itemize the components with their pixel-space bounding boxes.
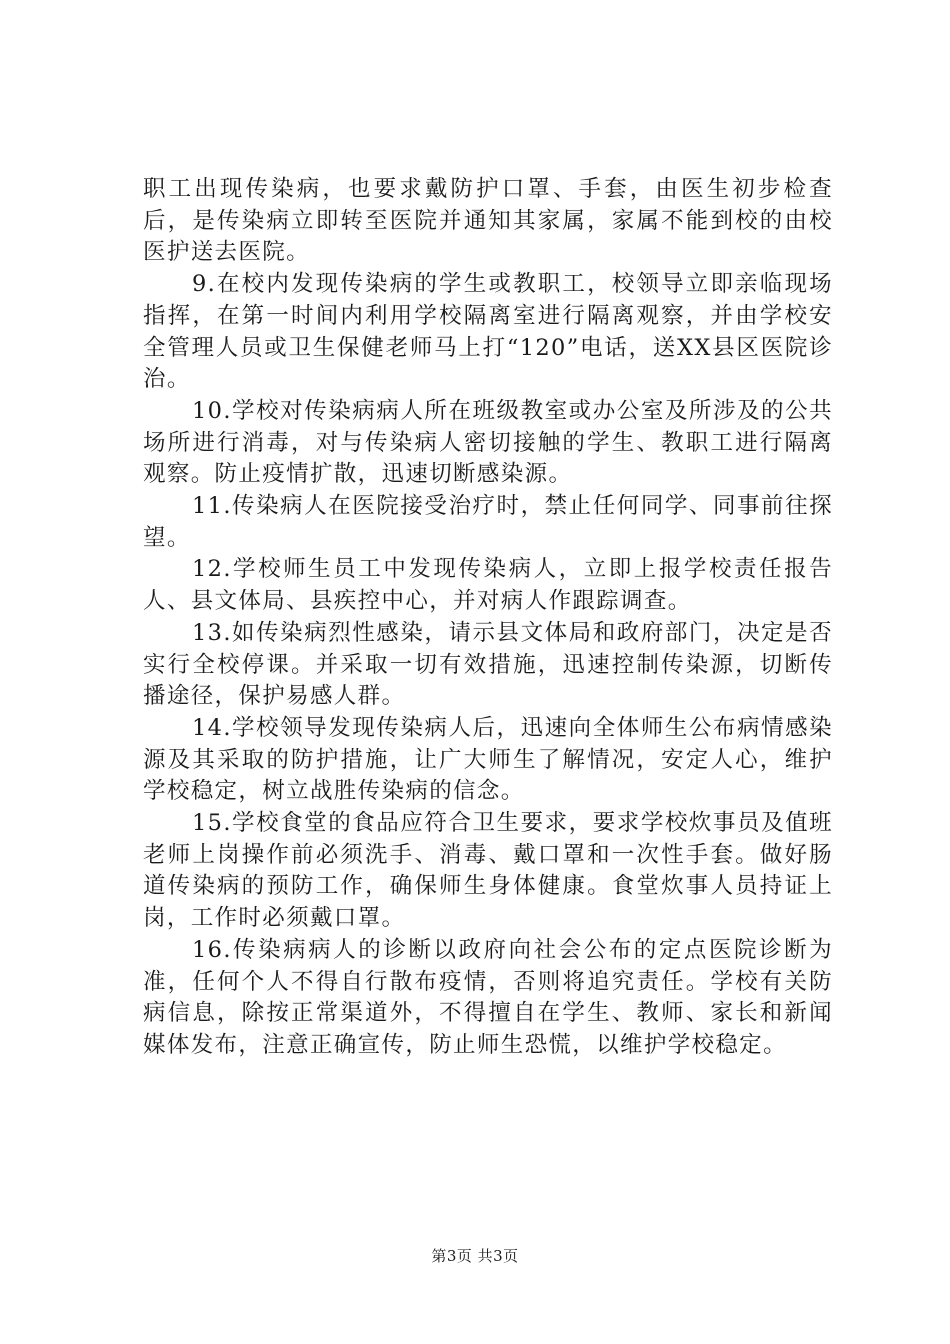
paragraph-item-11: 11.传染病人在医院接受治疗时，禁止任何同学、同事前往探望。 xyxy=(143,493,833,551)
paragraph-item-16: 16.传染病病人的诊断以政府向社会公布的定点医院诊断为准，任何个人不得自行散布疫情，否则将追究责任。学校有关防病信息，除按正常渠道外，不得擅自在学生、教师、家长和新闻媒体发布，注意正确宣传，防止师生恐慌，以维护学校稳定。 xyxy=(143,936,833,1058)
paragraph-continued: 职工出现传染病，也要求戴防护口罩、手套，由医生初步检查后，是传染病立即转至医院并通知其家属，家属不能到校的由校医护送去医院。 xyxy=(143,176,833,266)
paragraph-item-10: 10.学校对传染病病人所在班级教室或办公室及所涉及的公共场所进行消毒，对与传染病人密切接触的学生、教职工进行隔离观察。防止疫情扩散，迅速切断感染源。 xyxy=(143,397,833,488)
paragraph-item-12: 12.学校师生员工中发现传染病人，立即上报学校责任报告人、县文体局、县疾控中心，并对病人作跟踪调查。 xyxy=(143,556,833,615)
paragraph-item-13: 13.如传染病烈性感染，请示县文体局和政府部门，决定是否实行全校停课。并采取一切有效措施，迅速控制传染源，切断传播途径，保护易感人群。 xyxy=(143,619,833,710)
document-body xyxy=(143,174,833,1062)
paragraph-item-14: 14.学校领导发现传染病人后，迅速向全体师生公布病情感染源及其采取的防护措施，让广大师生了解情况，安定人心，维护学校稳定，树立战胜传染病的信念。 xyxy=(143,714,833,805)
paragraph-item-15: 15.学校食堂的食品应符合卫生要求，要求学校炊事员及值班老师上岗操作前必须洗手、消毒、戴口罩和一次性手套。做好肠道传染病的预防工作，确保师生身体健康。食堂炊事人员持证上岗，工作时必须戴口罩。 xyxy=(143,810,833,932)
page-number-footer: 第3页 共3页 xyxy=(431,1247,519,1265)
paragraph-item-9: 9.在校内发现传染病的学生或教职工，校领导立即亲临现场指挥，在第一时间内利用学校隔离室进行隔离观察，并由学校安全管理人员或卫生保健老师马上打“120”电话，送XX县区医院诊治。 xyxy=(143,271,833,393)
